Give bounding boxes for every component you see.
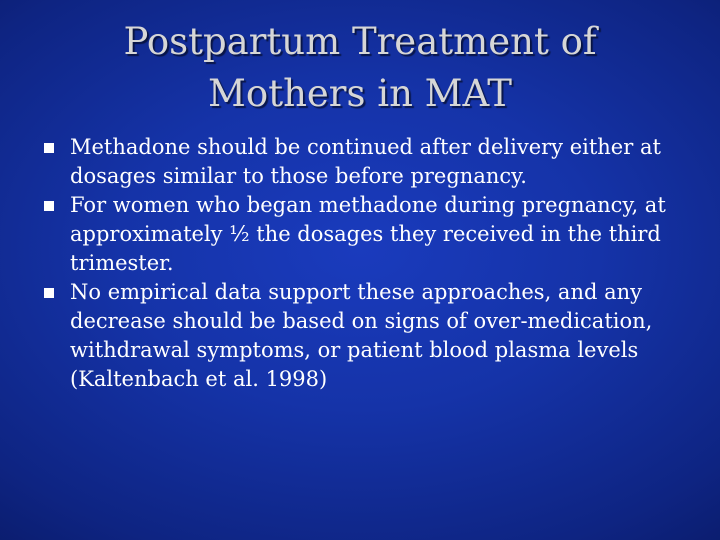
- square-bullet-icon: [44, 143, 54, 153]
- bullet-list: [44, 133, 684, 394]
- slide-title-line-1: Postpartum Treatment of: [123, 20, 597, 63]
- square-bullet-icon: [44, 201, 54, 211]
- slide-title: [60, 16, 660, 120]
- slide-title-line-2: Mothers in MAT: [208, 72, 512, 115]
- square-bullet-icon: [44, 288, 54, 298]
- bullet-item-1: [44, 133, 684, 191]
- bullet-text-1: Methadone should be continued after delivery either at dosages similar to those before pregnancy.: [70, 135, 661, 188]
- bullet-item-2: [44, 191, 684, 278]
- bullet-text-2: For women who began methadone during pregnancy, at approximately ½ the dosages they received in the third trimester.: [70, 193, 666, 275]
- bullet-item-3: [44, 278, 684, 394]
- bullet-text-3: No empirical data support these approaches, and any decrease should be based on signs of over-medication, withdrawal symptoms, or patient blood plasma levels (Kaltenbach et al. 1998): [70, 280, 653, 391]
